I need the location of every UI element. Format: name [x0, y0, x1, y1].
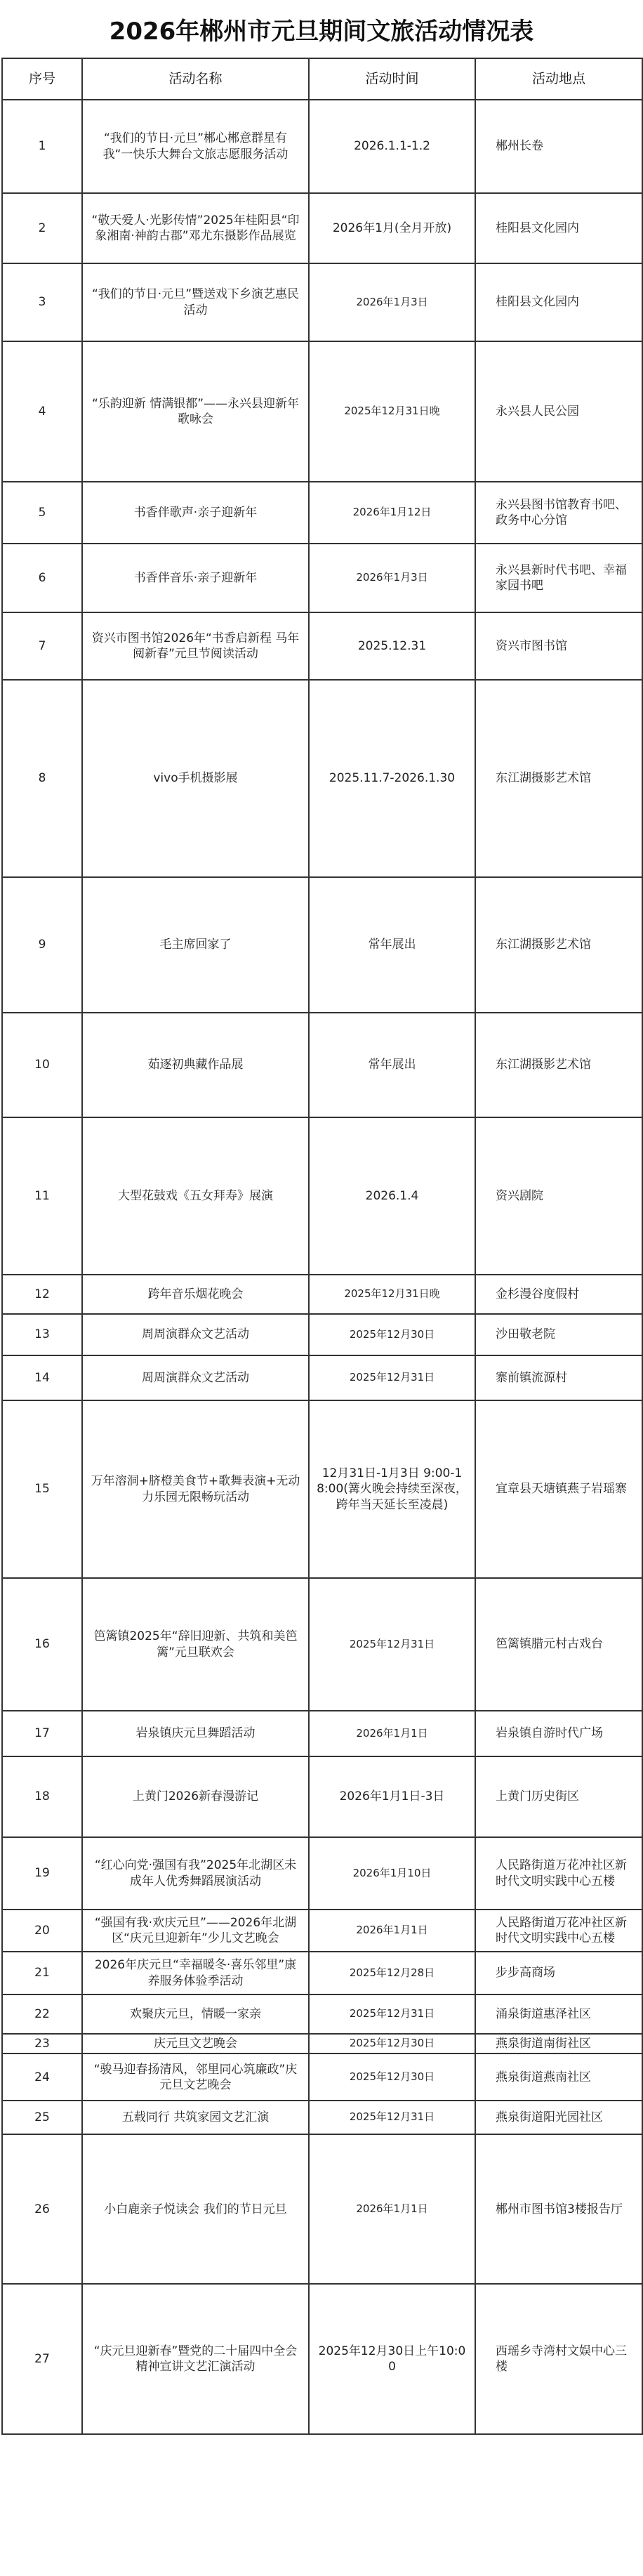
cell-place: 东江湖摄影艺术馆 [475, 1013, 642, 1117]
cell-name: “强国有我·欢庆元旦”——2026年北湖区“庆元旦迎新年”少儿文艺晚会 [82, 1910, 309, 1952]
header-name: 活动名称 [82, 58, 309, 100]
table-row [2, 100, 642, 193]
cell-time: 2026.1.4 [309, 1117, 475, 1275]
cell-time: 2026年1月1日 [309, 2134, 475, 2284]
cell-name: 周周演群众文艺活动 [82, 1314, 309, 1355]
cell-name: 毛主席回家了 [82, 877, 309, 1013]
cell-name: 笆篱镇2025年“辞旧迎新、共筑和美笆篱”元旦联欢会 [82, 1578, 309, 1711]
cell-no: 12 [2, 1275, 82, 1314]
cell-place: 资兴剧院 [475, 1117, 642, 1275]
table-row [2, 2101, 642, 2134]
cell-time: 常年展出 [309, 1013, 475, 1117]
cell-name: 大型花鼓戏《五女拜寿》展演 [82, 1117, 309, 1275]
cell-name: “红心向党·强国有我”2025年北湖区未成年人优秀舞蹈展演活动 [82, 1837, 309, 1910]
table-row [2, 2284, 642, 2434]
table-row [2, 2034, 642, 2053]
cell-place: 桂阳县文化园内 [475, 193, 642, 263]
cell-place: 金杉漫谷度假村 [475, 1275, 642, 1314]
cell-name: “我们的节日·元旦”暨送戏下乡演艺惠民活动 [82, 263, 309, 341]
cell-name: “乐韵迎新 情满银都”——永兴县迎新年歌咏会 [82, 341, 309, 482]
cell-name: “庆元旦迎新春”暨党的二十届四中全会精神宣讲文艺汇演活动 [82, 2284, 309, 2434]
cell-time: 2025年12月31日 [309, 2101, 475, 2134]
cell-no: 7 [2, 612, 82, 680]
cell-place: 永兴县图书馆教育书吧、政务中心分馆 [475, 482, 642, 544]
cell-time: 2025.11.7-2026.1.30 [309, 680, 475, 877]
cell-name: 茹逐初典藏作品展 [82, 1013, 309, 1117]
cell-no: 24 [2, 2053, 82, 2101]
cell-time: 2025.12.31 [309, 612, 475, 680]
cell-no: 17 [2, 1711, 82, 1756]
table-row [2, 612, 642, 680]
cell-place: 东江湖摄影艺术馆 [475, 680, 642, 877]
cell-place: 步步高商场 [475, 1952, 642, 1995]
cell-no: 19 [2, 1837, 82, 1910]
table-row [2, 482, 642, 544]
cell-time: 12月31日-1月3日 9:00-18:00(篝火晚会持续至深夜，跨年当天延长至凌晨) [309, 1400, 475, 1578]
cell-no: 23 [2, 2034, 82, 2053]
cell-time: 2026年1月3日 [309, 263, 475, 341]
cell-no: 3 [2, 263, 82, 341]
header-time: 活动时间 [309, 58, 475, 100]
cell-place: 人民路街道万花冲社区新时代文明实践中心五楼 [475, 1837, 642, 1910]
table-row [2, 680, 642, 877]
cell-no: 14 [2, 1355, 82, 1400]
cell-no: 4 [2, 341, 82, 482]
cell-name: 万年溶洞+脐橙美食节+歌舞表演+无动力乐园无限畅玩活动 [82, 1400, 309, 1578]
table-row [2, 1013, 642, 1117]
cell-no: 27 [2, 2284, 82, 2434]
table-row [2, 341, 642, 482]
cell-place: 西瑶乡寺湾村文娱中心三楼 [475, 2284, 642, 2434]
cell-place: 岩泉镇自游时代广场 [475, 1711, 642, 1756]
cell-place: 笆篱镇腊元村古戏台 [475, 1578, 642, 1711]
cell-no: 10 [2, 1013, 82, 1117]
cell-time: 2025年12月30日上午10:00 [309, 2284, 475, 2434]
cell-place: 宜章县天塘镇燕子岩瑶寨 [475, 1400, 642, 1578]
cell-no: 22 [2, 1995, 82, 2034]
cell-name: 庆元旦文艺晚会 [82, 2034, 309, 2053]
cell-time: 2026年1月10日 [309, 1837, 475, 1910]
table-row [2, 1756, 642, 1837]
cell-place: 永兴县人民公园 [475, 341, 642, 482]
table-row [2, 877, 642, 1013]
cell-no: 11 [2, 1117, 82, 1275]
header-no: 序号 [2, 58, 82, 100]
cell-time: 2026年1月3日 [309, 544, 475, 612]
cell-time: 2025年12月31日晚 [309, 341, 475, 482]
cell-no: 1 [2, 100, 82, 193]
cell-name: 跨年音乐烟花晚会 [82, 1275, 309, 1314]
cell-name: “敬天爱人·光影传情”2025年桂阳县“印象湘南·神韵古郡”邓尤东摄影作品展览 [82, 193, 309, 263]
table-row [2, 1995, 642, 2034]
cell-no: 2 [2, 193, 82, 263]
table-row [2, 544, 642, 612]
cell-time: 2025年12月31日 [309, 1578, 475, 1711]
cell-no: 13 [2, 1314, 82, 1355]
cell-name: 资兴市图书馆2026年“书香启新程 马年阅新春”元旦节阅读活动 [82, 612, 309, 680]
table-row [2, 263, 642, 341]
table-header-row [2, 58, 642, 100]
cell-place: 寨前镇流源村 [475, 1355, 642, 1400]
activity-table [1, 58, 643, 2435]
cell-place: 东江湖摄影艺术馆 [475, 877, 642, 1013]
table-row [2, 193, 642, 263]
cell-no: 26 [2, 2134, 82, 2284]
cell-name: 周周演群众文艺活动 [82, 1355, 309, 1400]
cell-no: 20 [2, 1910, 82, 1952]
cell-time: 2026年1月1日-3日 [309, 1756, 475, 1837]
cell-place: 涌泉街道惠泽社区 [475, 1995, 642, 2034]
cell-name: “骏马迎春扬清风，邻里同心筑廉政”庆元旦文艺晚会 [82, 2053, 309, 2101]
cell-name: 书香伴歌声·亲子迎新年 [82, 482, 309, 544]
cell-time: 2025年12月31日 [309, 1995, 475, 2034]
header-place: 活动地点 [475, 58, 642, 100]
cell-place: 郴州市图书馆3楼报告厅 [475, 2134, 642, 2284]
cell-no: 16 [2, 1578, 82, 1711]
cell-place: 上黄门历史街区 [475, 1756, 642, 1837]
cell-place: 永兴县新时代书吧、幸福家园书吧 [475, 544, 642, 612]
cell-place: 燕泉街道阳光园社区 [475, 2101, 642, 2134]
table-row [2, 1117, 642, 1275]
cell-name: 欢聚庆元旦，情暖一家亲 [82, 1995, 309, 2034]
table-row [2, 1400, 642, 1578]
table-row [2, 1711, 642, 1756]
table-row [2, 1355, 642, 1400]
table-row [2, 1910, 642, 1952]
cell-time: 2025年12月28日 [309, 1952, 475, 1995]
cell-time: 2025年12月30日 [309, 1314, 475, 1355]
cell-time: 2026年1月1日 [309, 1711, 475, 1756]
cell-no: 6 [2, 544, 82, 612]
table-row [2, 1314, 642, 1355]
cell-no: 8 [2, 680, 82, 877]
cell-place: 桂阳县文化园内 [475, 263, 642, 341]
cell-time: 2026年1月(全月开放) [309, 193, 475, 263]
cell-no: 25 [2, 2101, 82, 2134]
table-row [2, 2134, 642, 2284]
cell-time: 2026.1.1-1.2 [309, 100, 475, 193]
cell-place: 资兴市图书馆 [475, 612, 642, 680]
cell-name: 岩泉镇庆元旦舞蹈活动 [82, 1711, 309, 1756]
cell-place: 燕泉街道南街社区 [475, 2034, 642, 2053]
cell-place: 燕泉街道燕南社区 [475, 2053, 642, 2101]
table-row [2, 1578, 642, 1711]
cell-no: 5 [2, 482, 82, 544]
cell-time: 2026年1月12日 [309, 482, 475, 544]
cell-time: 2025年12月30日 [309, 2034, 475, 2053]
cell-time: 2025年12月30日 [309, 2053, 475, 2101]
cell-name: 上黄门2026新春漫游记 [82, 1756, 309, 1837]
cell-name: vivo手机摄影展 [82, 680, 309, 877]
table-row [2, 1952, 642, 1995]
page-title: 2026年郴州市元旦期间文旅活动情况表 [109, 17, 534, 46]
table-row [2, 2053, 642, 2101]
cell-time: 2026年1月1日 [309, 1910, 475, 1952]
cell-place: 郴州长卷 [475, 100, 642, 193]
cell-name: 书香伴音乐·亲子迎新年 [82, 544, 309, 612]
cell-name: 五载同行 共筑家园文艺汇演 [82, 2101, 309, 2134]
cell-no: 9 [2, 877, 82, 1013]
cell-no: 15 [2, 1400, 82, 1578]
cell-name: “我们的节日·元旦”郴心郴意群星有我“一快乐大舞台文旅志愿服务活动 [82, 100, 309, 193]
cell-time: 2025年12月31日晚 [309, 1275, 475, 1314]
table-row [2, 1275, 642, 1314]
cell-name: 小白鹿亲子悦读会 我们的节日元旦 [82, 2134, 309, 2284]
cell-no: 18 [2, 1756, 82, 1837]
cell-time: 常年展出 [309, 877, 475, 1013]
cell-place: 人民路街道万花冲社区新时代文明实践中心五楼 [475, 1910, 642, 1952]
cell-no: 21 [2, 1952, 82, 1995]
table-row [2, 1837, 642, 1910]
cell-name: 2026年庆元旦“幸福暖冬·喜乐邻里”康养服务体验季活动 [82, 1952, 309, 1995]
cell-time: 2025年12月31日 [309, 1355, 475, 1400]
cell-place: 沙田敬老院 [475, 1314, 642, 1355]
